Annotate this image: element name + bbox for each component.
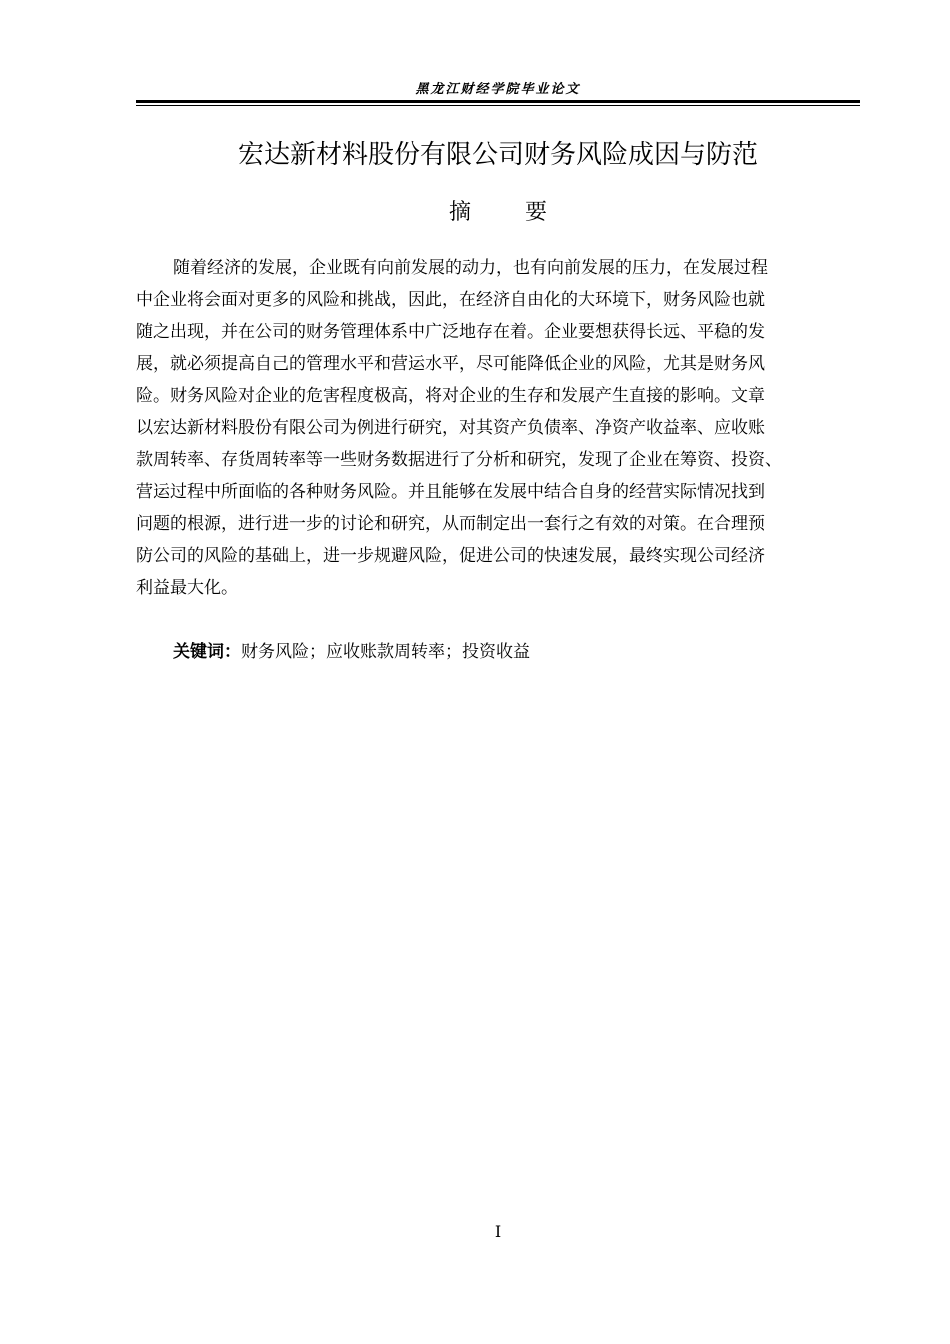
document-title: 宏达新材料股份有限公司财务风险成因与防范: [237, 140, 758, 170]
abstract-line: 险。财务风险对企业的危害程度极高，将对企业的生存和发展产生直接的影响。文章: [136, 386, 765, 406]
abstract-line: 展，就必须提高自己的管理水平和营运水平，尽可能降低企业的风险，尤其是财务风: [136, 354, 765, 374]
abstract-line: 利益最大化。: [136, 578, 238, 598]
page-number: I: [494, 1222, 502, 1241]
keywords: [173, 636, 530, 668]
abstract-line: 营运过程中所面临的各种财务风险。并且能够在发展中结合自身的经营实际情况找到: [136, 482, 765, 502]
abstract-line: 中企业将会面对更多的风险和挑战，因此，在经济自由化的大环境下，财务风险也就: [136, 290, 765, 310]
header-rule-thin: [136, 105, 860, 106]
abstract-line: 随着经济的发展，企业既有向前发展的动力，也有向前发展的压力，在发展过程: [173, 258, 768, 278]
abstract-heading-char-2: 要: [525, 200, 548, 225]
abstract-line: 防公司的风险的基础上，进一步规避风险，促进公司的快速发展，最终实现公司经济: [136, 546, 765, 566]
header-rule-thick: [136, 100, 860, 103]
abstract-line: 款周转率、存货周转率等一些财务数据进行了分析和研究，发现了企业在筹资、投资、: [136, 450, 782, 470]
abstract-heading: [136, 195, 860, 231]
keywords-text: 财务风险；应收账款周转率；投资收益: [241, 642, 530, 662]
running-header-title: 黑龙江财经学院毕业论文: [415, 82, 581, 97]
keywords-label: 关键词：: [173, 642, 241, 662]
abstract-line: 以宏达新材料股份有限公司为例进行研究，对其资产负债率、净资产收益率、应收账: [136, 418, 765, 438]
abstract-body: [136, 252, 860, 604]
abstract-heading-char-1: 摘: [448, 200, 471, 225]
abstract-line: 问题的根源，进行进一步的讨论和研究，从而制定出一套行之有效的对策。在合理预: [136, 514, 765, 534]
abstract-line: 随之出现，并在公司的财务管理体系中广泛地存在着。企业要想获得长远、平稳的发: [136, 322, 765, 342]
